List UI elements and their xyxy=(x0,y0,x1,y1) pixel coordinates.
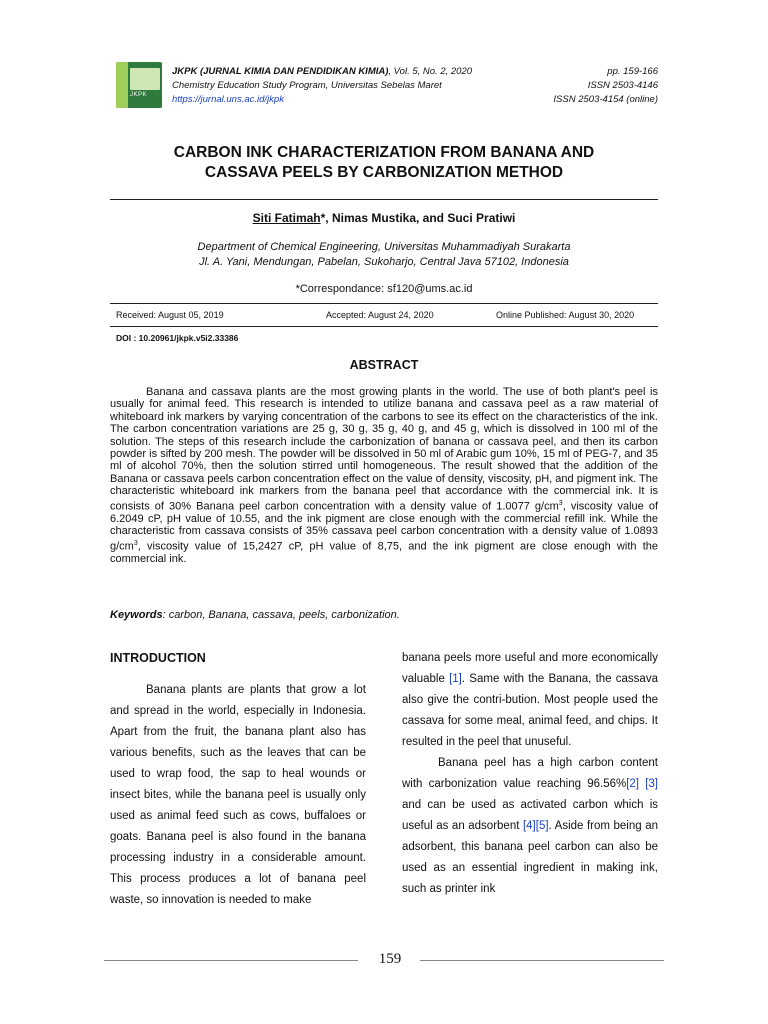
author-list xyxy=(110,211,658,225)
co-authors: *, Nimas Mustika, and Suci Pratiwi xyxy=(320,211,516,225)
page-range: pp. 159-166 xyxy=(607,66,658,77)
citation-link-2[interactable]: [2] xyxy=(626,778,640,790)
doi: DOI : 10.20961/jkpk.v5i2.33386 xyxy=(116,333,239,343)
citation-link-1[interactable]: [1] xyxy=(449,673,462,685)
right-column xyxy=(402,648,658,900)
journal-url-link[interactable]: https://jurnal.uns.ac.id/jkpk xyxy=(172,94,284,105)
keywords-text: : carbon, Banana, cassava, peels, carbonization. xyxy=(162,609,400,621)
affiliation-line-1: Department of Chemical Engineering, Universitas Muhammadiyah Surakarta xyxy=(197,241,571,253)
journal-program: Chemistry Education Study Program, Universitas Sebelas Maret xyxy=(172,80,442,91)
keywords xyxy=(110,609,658,621)
paper-title-line-2: CASSAVA PEELS BY CARBONIZATION METHOD xyxy=(204,164,564,181)
title-divider xyxy=(110,199,658,200)
accepted-date: Accepted: August 24, 2020 xyxy=(326,310,434,320)
journal-logo xyxy=(116,62,162,108)
citation-link-3[interactable]: [3] xyxy=(645,778,658,790)
journal-title-line xyxy=(172,65,472,78)
journal-header xyxy=(116,62,658,110)
affiliation xyxy=(110,240,658,270)
footer-rule-right xyxy=(420,960,664,961)
dates-top-divider xyxy=(110,303,658,304)
paper-title-line-1: CARBON INK CHARACTERIZATION FROM BANANA AND xyxy=(173,144,595,161)
journal-volume: , Vol. 5, No. 2, 2020 xyxy=(388,66,473,77)
right-paragraph-1: banana peels more useful and more economically valuable [1]. Same with the Banana, the cassava also give the contri-bution. Most people used the cassava for some meal, animal feed, and chips. It resulted in the peel that unuseful. xyxy=(402,652,658,748)
correspondance-email: *Correspondance: sf120@ums.ac.id xyxy=(295,283,473,295)
journal-name: JKPK (JURNAL KIMIA DAN PENDIDIKAN KIMIA) xyxy=(172,66,389,77)
dates-bottom-divider xyxy=(110,326,658,327)
left-column xyxy=(110,648,366,911)
introduction-heading: INTRODUCTION xyxy=(110,651,206,665)
received-date: Received: August 05, 2019 xyxy=(116,310,224,320)
affiliation-line-2: Jl. A. Yani, Mendungan, Pabelan, Sukoharjo, Central Java 57102, Indonesia xyxy=(199,256,569,268)
paper-title xyxy=(110,143,658,183)
logo-text: JKPK xyxy=(130,92,148,98)
issn-online: ISSN 2503-4154 (online) xyxy=(553,94,658,105)
abstract-text: Banana and cassava plants are the most growing plants in the world. The use of both plant's peel is usually for animal feed. This research is intended to utilize banana and cassava peel as a raw material of whiteboard ink markers by varying concentration of the carbons to see its effect on the characteristics of the ink. The carbon concentration variations are 25 g, 30 g, 35 g, 40 g, and 45 g, which is dissolved in 100 ml of the solution. The steps of this research include the carbonization of banana or cassava peel, and then its carbon powder is sifted by 200 mesh. The powder will be dissolved in 50 ml of Arabic gum 10%, 15 ml of PEG-7, and 35 ml of alcohol 70%, then the solution stirred until homogeneous. The result showed that the addition of the Banana or cassava peels carbon concentration effect on the value of density, viscosity, pH, and pigment ink. The characteristic whiteboard ink markers from the banana peel that accordance with the commercial ink. It is consists of 30% Banana peel carbon concentration with a density value of 1.0077 $g/cm^3$, viscosity value of 6.2049 cP, pH value of 10.55, and the ink pigment are close enough with the commercial refill ink. While the characteristic from cassava consists of 35% cassava peel carbon concentration with a density value of 1.0893 $g/cm^3$, viscosity value of 15,2427 cP, pH value of 8,75, and the ink pigment are close enough with the commercial ink. xyxy=(110,386,658,565)
issn-print: ISSN 2503-4146 xyxy=(587,80,658,91)
corresponding-author: Siti Fatimah xyxy=(252,211,321,225)
published-date: Online Published: August 30, 2020 xyxy=(496,310,635,320)
abstract-heading: ABSTRACT xyxy=(349,358,419,372)
citation-link-5[interactable]: [5] xyxy=(535,820,549,832)
page-number: 159 xyxy=(378,951,402,967)
citation-link-4[interactable]: [4] xyxy=(522,820,536,832)
right-paragraph-2: Banana peel has a high carbon content with carbonization value reaching 96.56%[2] [3] and can be used as activated carbon which is useful as an adsorbent [4][5]. Aside from being an adsorbent, this banana peel carbon can also be used as an essential ingredient in making ink, such as printer ink xyxy=(402,757,658,895)
keywords-label: Keywords xyxy=(110,609,163,621)
introduction-paragraph: Banana plants are plants that grow a lot and spread in the world, especially in Indonesia. Apart from the fruit, the banana plant also has various benefits, such as the leaves that can be used to wrap food, the sap to heal wounds or insect bites, while the banana peel is usually only used as animal feed such as cows, buffaloes or goats. Banana peel is also found in the banana processing industry in a considerable amount. This process produces a lot of banana peel waste, so innovation is needed to make xyxy=(110,684,366,906)
footer-rule-left xyxy=(104,960,358,961)
